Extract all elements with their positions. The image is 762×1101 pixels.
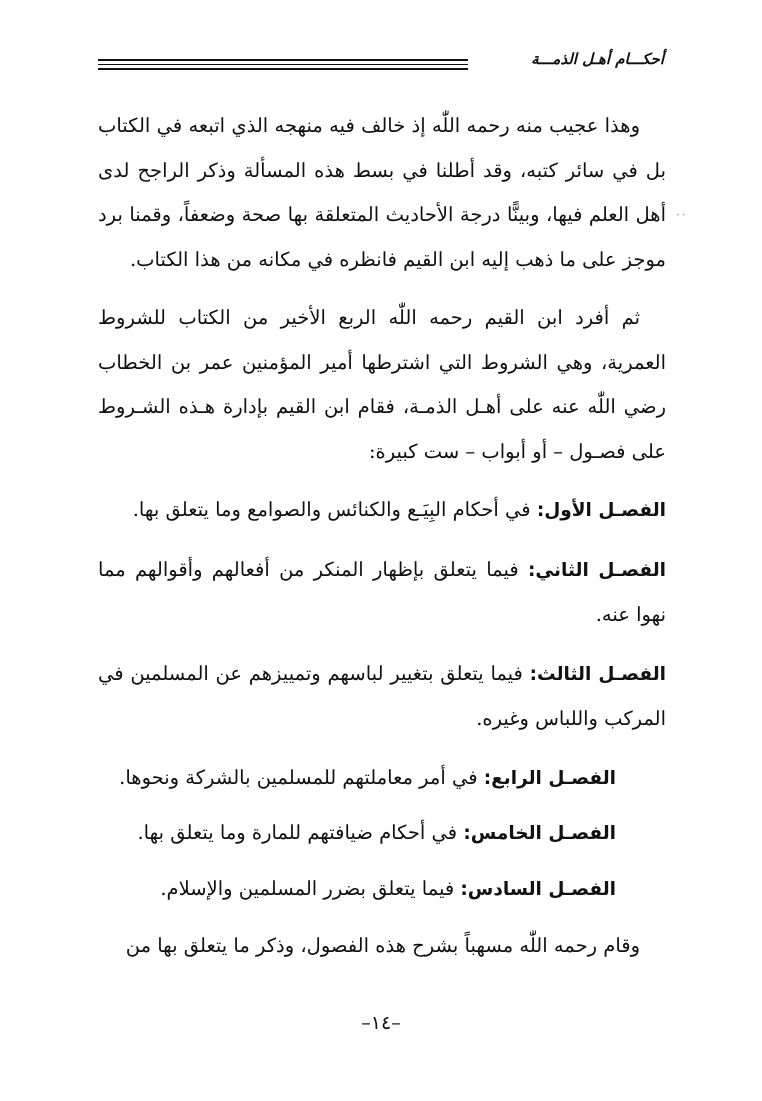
running-header-title: أحكـــام أهـل الذمـــة	[531, 50, 664, 68]
chapter-item-2	[98, 548, 666, 638]
chapter-text: في أحكام البِيَـع والكنائس والصوامع وما يتعلق بها.	[132, 498, 537, 521]
margin-mark: ··	[676, 208, 688, 222]
chapter-label: الفصـل الخامس:	[463, 823, 616, 844]
chapter-item-4	[98, 756, 666, 802]
paragraph-conditions: ثم أفرد ابن القيم رحمه اللّٰه الربع الأخير من الكتاب للشروط العمرية، وهي الشروط التي اشترطها أمير المؤمنين عمر بن الخطاب رضي اللّٰه عنه على أهـل الذمـة، فقام ابن القيم بإدارة هـذه الشـروط على فصـول – أو أبواب – ست كبيرة:	[98, 306, 666, 463]
chapter-label: الفصـل الثاني:	[527, 559, 666, 581]
running-header	[98, 44, 664, 84]
page-number: –١٤–	[361, 1012, 401, 1034]
chapter-text: في أحكام ضيافتهم للمارة وما يتعلق بها.	[137, 821, 464, 844]
chapter-label: الفصـل الرابع:	[483, 767, 616, 789]
paragraph-intro: وهذا عجيب منه رحمه اللّٰه إذ خالف فيه منهجه الذي اتبعه في الكتاب بل في سائر كتبه، وقد أطلنا في بسط هذه المسألة وذكر الراجح لدى أهل العلم فيها، وبينًّا درجة الأحاديث المتعلقة بها صحة وضعفاً، وقمنا برد موجز على ما ذهب إليه ابن القيم فانظره في مكانه من هذا الكتاب.	[98, 114, 666, 271]
header-rule-top	[98, 59, 468, 61]
page-body	[98, 104, 666, 969]
chapter-label: الفصـل الثالث:	[529, 663, 666, 685]
chapter-label: الفصـل السادس:	[460, 878, 616, 900]
chapter-item-5	[98, 811, 666, 857]
chapter-item-1	[98, 488, 666, 534]
chapter-text: في أمر معاملتهم للمسلمين بالشركة ونحوها.	[119, 765, 484, 789]
chapter-text: فيما يتعلق بتغيير لباسهم وتمييزهم عن المسلمين في المركب واللباس وغيره.	[98, 661, 666, 730]
header-rule-middle	[98, 64, 468, 65]
chapter-text: فيما يتعلق بإظهار المنكر من أفعالهم وأقوالهم مما نهوا عنه.	[98, 557, 666, 626]
paragraph-closing: وقام رحمه اللّٰه مسهباً بشرح هذه الفصول، وذكر ما يتعلق بها من	[125, 934, 640, 957]
chapter-item-6	[98, 867, 666, 913]
chapter-item-3	[98, 652, 666, 742]
chapter-text: فيما يتعلق بضرر المسلمين والإسلام.	[160, 876, 461, 900]
chapter-label: الفصـل الأول:	[536, 500, 666, 521]
header-rule-bottom	[98, 68, 468, 70]
